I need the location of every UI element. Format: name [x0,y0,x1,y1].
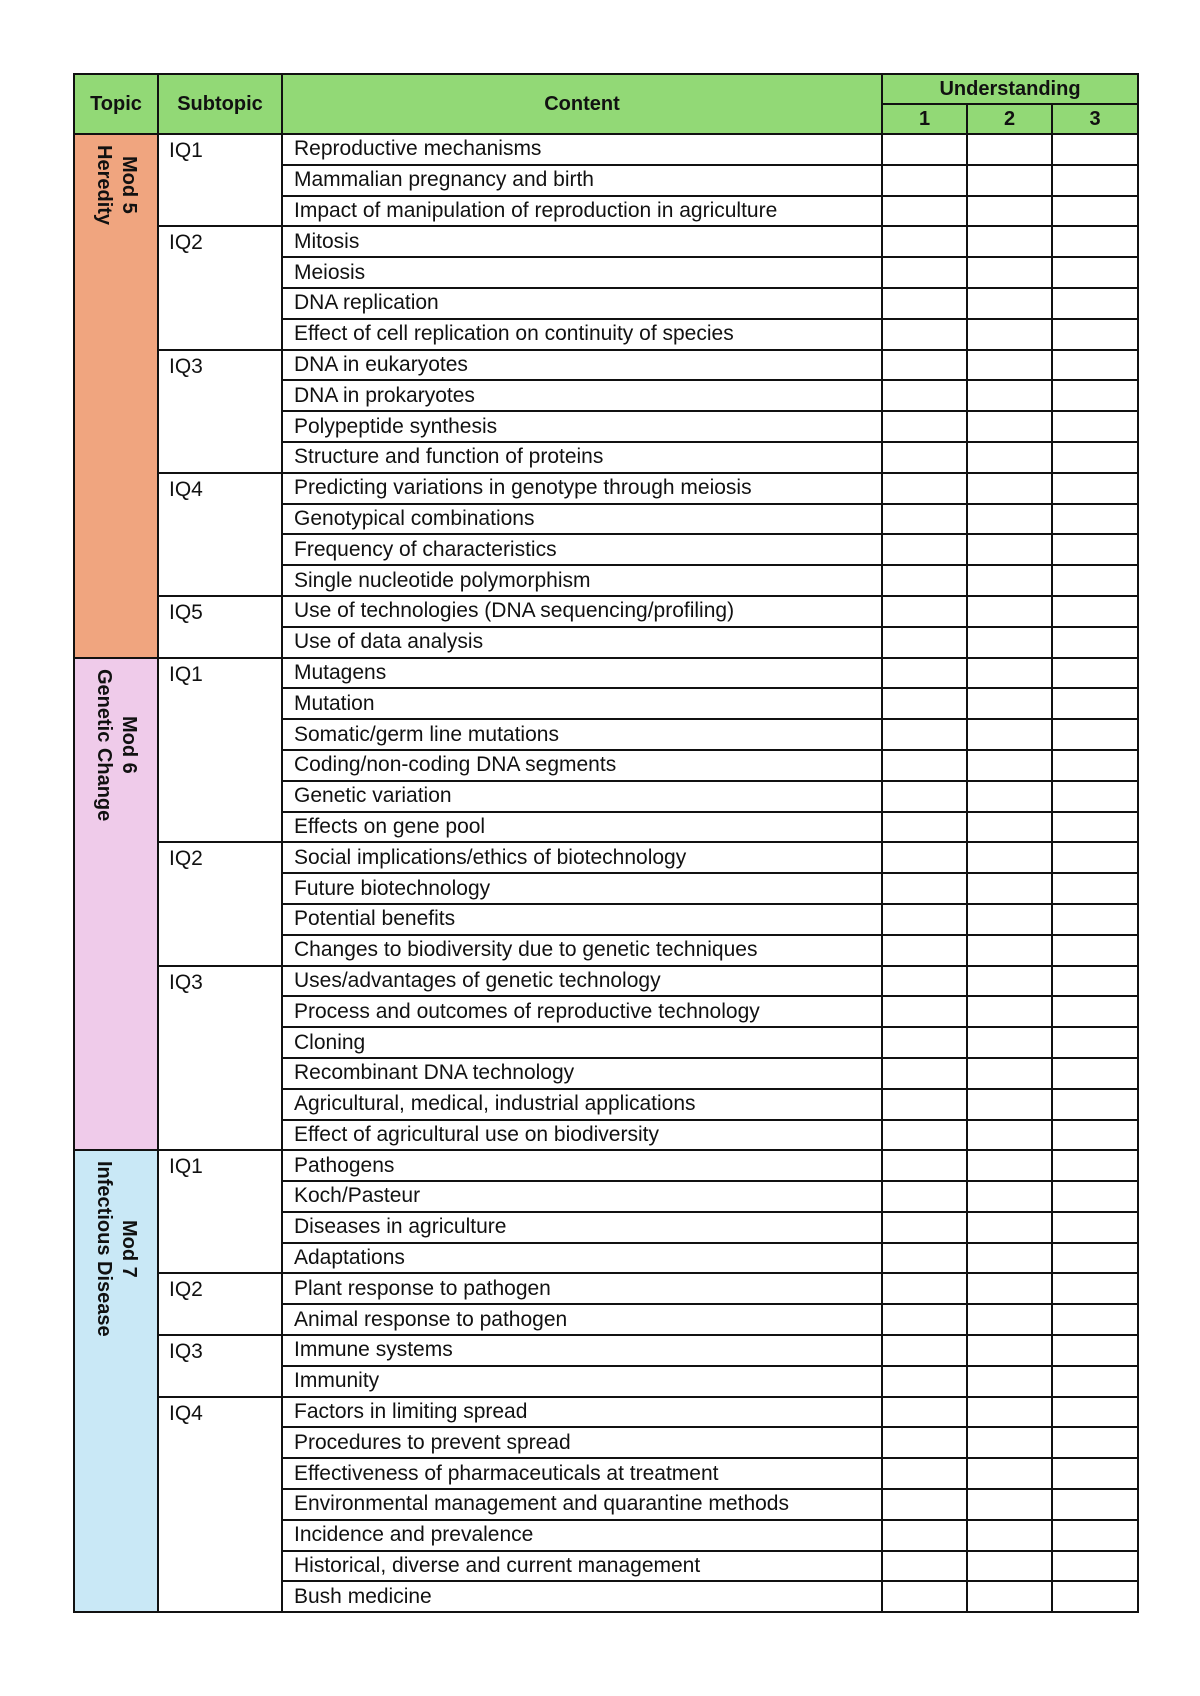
understanding-1-cell[interactable] [882,165,967,196]
content-cell: Effects on gene pool [282,812,882,843]
understanding-3-cell[interactable] [1052,966,1138,997]
understanding-2-cell[interactable] [967,226,1052,257]
module-name: Genetic Change [93,668,115,821]
topic-label [91,145,141,225]
content-cell: Adaptations [282,1243,882,1274]
understanding-2-cell[interactable] [967,504,1052,535]
content-cell: Bush medicine [282,1581,882,1612]
understanding-1-cell[interactable] [882,226,967,257]
understanding-1-cell[interactable] [882,411,967,442]
content-cell: Use of technologies (DNA sequencing/profiling) [282,596,882,627]
understanding-2-cell[interactable] [967,719,1052,750]
understanding-2-cell[interactable] [967,442,1052,473]
understanding-3-cell[interactable] [1052,1212,1138,1243]
understanding-1-cell[interactable] [882,1397,967,1428]
understanding-1-cell[interactable] [882,1243,967,1274]
table-row [74,842,1138,873]
understanding-2-cell[interactable] [967,1335,1052,1366]
understanding-2-cell[interactable] [967,319,1052,350]
content-cell: Coding/non-coding DNA segments [282,750,882,781]
understanding-3-cell[interactable] [1052,473,1138,504]
understanding-2-cell[interactable] [967,1212,1052,1243]
subtopic-cell: IQ2 [158,842,282,965]
understanding-3-cell[interactable] [1052,1243,1138,1274]
understanding-3-cell[interactable] [1052,996,1138,1027]
content-header: Content [282,74,882,134]
understanding-3-cell[interactable] [1052,134,1138,165]
understanding-1-cell[interactable] [882,380,967,411]
understanding-1-cell[interactable] [882,873,967,904]
table-row [74,350,1138,381]
understanding-2-cell[interactable] [967,873,1052,904]
understanding-2-cell[interactable] [967,812,1052,843]
understanding-2-cell[interactable] [967,1489,1052,1520]
understanding-2-cell[interactable] [967,1520,1052,1551]
understanding-2-cell[interactable] [967,1366,1052,1397]
content-cell: Use of data analysis [282,627,882,658]
understanding-1-cell[interactable] [882,257,967,288]
understanding-1-cell[interactable] [882,1058,967,1089]
understanding-2-cell[interactable] [967,1058,1052,1089]
table-row [74,966,1138,997]
content-cell: Cloning [282,1027,882,1058]
understanding-1-cell[interactable] [882,750,967,781]
content-cell: DNA replication [282,288,882,319]
understanding-1-cell[interactable] [882,596,967,627]
table-row [74,596,1138,627]
subtopic-cell: IQ4 [158,473,282,596]
content-cell: Mitosis [282,226,882,257]
subtopic-cell: IQ3 [158,1335,282,1397]
understanding-1-cell[interactable] [882,781,967,812]
understanding-1-cell[interactable] [882,1489,967,1520]
understanding-1-cell[interactable] [882,1335,967,1366]
understanding-3-cell[interactable] [1052,504,1138,535]
understanding-3-cell[interactable] [1052,688,1138,719]
content-cell: Predicting variations in genotype through meiosis [282,473,882,504]
understanding-2-cell[interactable] [967,565,1052,596]
understanding-2-cell[interactable] [967,534,1052,565]
understanding-2-cell[interactable] [967,1427,1052,1458]
content-cell: Environmental management and quarantine methods [282,1489,882,1520]
understanding-3-cell[interactable] [1052,1027,1138,1058]
content-cell: Immunity [282,1366,882,1397]
content-cell: Potential benefits [282,904,882,935]
understanding-2-cell[interactable] [967,1150,1052,1181]
understanding-3-cell[interactable] [1052,165,1138,196]
understanding-1-cell[interactable] [882,627,967,658]
understanding-2-cell[interactable] [967,134,1052,165]
understanding-1-cell[interactable] [882,1366,967,1397]
understanding-3-cell[interactable] [1052,1181,1138,1212]
understanding-1-cell[interactable] [882,196,967,227]
understanding-3-cell[interactable] [1052,1520,1138,1551]
understanding-2-cell[interactable] [967,165,1052,196]
module-title: Mod 6 [118,715,140,774]
understanding-3-cell[interactable] [1052,442,1138,473]
understanding-1-cell[interactable] [882,996,967,1027]
understanding-3-cell[interactable] [1052,1058,1138,1089]
understanding-2-cell[interactable] [967,781,1052,812]
understanding-3-cell[interactable] [1052,873,1138,904]
table-row [74,1150,1138,1181]
understanding-1-cell[interactable] [882,658,967,689]
content-cell: Uses/advantages of genetic technology [282,966,882,997]
module-name: Heredity [93,145,115,226]
understanding-3-cell[interactable] [1052,1427,1138,1458]
understanding-1-cell[interactable] [882,1551,967,1582]
understanding-3-cell[interactable] [1052,1458,1138,1489]
understanding-1-cell[interactable] [882,565,967,596]
subtopic-cell: IQ2 [158,226,282,349]
understanding-3-cell[interactable] [1052,719,1138,750]
understanding-2-cell[interactable] [967,196,1052,227]
understanding-1-cell[interactable] [882,1027,967,1058]
understanding-checklist [73,73,1137,1613]
understanding-1-cell[interactable] [882,504,967,535]
understanding-2-cell[interactable] [967,1458,1052,1489]
understanding-1-cell[interactable] [882,319,967,350]
content-cell: Future biotechnology [282,873,882,904]
topic-header: Topic [74,74,158,134]
understanding-3-cell[interactable] [1052,319,1138,350]
understanding-2-cell[interactable] [967,350,1052,381]
understanding-2-cell[interactable] [967,688,1052,719]
understanding-2-cell[interactable] [967,1181,1052,1212]
level-2-header: 2 [967,104,1052,134]
understanding-3-cell[interactable] [1052,1304,1138,1335]
understanding-1-cell[interactable] [882,534,967,565]
understanding-3-cell[interactable] [1052,904,1138,935]
subtopic-cell: IQ5 [158,596,282,658]
understanding-3-cell[interactable] [1052,411,1138,442]
understanding-1-cell[interactable] [882,1089,967,1120]
understanding-2-cell[interactable] [967,658,1052,689]
content-cell: Genotypical combinations [282,504,882,535]
understanding-1-cell[interactable] [882,842,967,873]
understanding-3-cell[interactable] [1052,812,1138,843]
understanding-3-cell[interactable] [1052,1120,1138,1151]
understanding-1-cell[interactable] [882,1150,967,1181]
understanding-2-cell[interactable] [967,596,1052,627]
understanding-2-cell[interactable] [967,1397,1052,1428]
understanding-2-cell[interactable] [967,1551,1052,1582]
content-cell: Mammalian pregnancy and birth [282,165,882,196]
understanding-2-cell[interactable] [967,1304,1052,1335]
topic-cell [74,658,158,1151]
content-cell: Single nucleotide polymorphism [282,565,882,596]
content-cell: Recombinant DNA technology [282,1058,882,1089]
understanding-1-cell[interactable] [882,1520,967,1551]
module-name: Infectious Disease [93,1161,115,1337]
understanding-3-cell[interactable] [1052,288,1138,319]
understanding-2-cell[interactable] [967,411,1052,442]
subtopic-cell: IQ3 [158,966,282,1151]
content-cell: Incidence and prevalence [282,1520,882,1551]
subtopic-header: Subtopic [158,74,282,134]
subtopic-cell: IQ3 [158,350,282,473]
table-row [74,473,1138,504]
table-row [74,226,1138,257]
understanding-3-cell[interactable] [1052,1335,1138,1366]
content-cell: Effect of cell replication on continuity of species [282,319,882,350]
understanding-1-cell[interactable] [882,473,967,504]
checklist-table [73,73,1139,1613]
understanding-2-cell[interactable] [967,1027,1052,1058]
understanding-1-cell[interactable] [882,812,967,843]
content-cell: Frequency of characteristics [282,534,882,565]
table-row [74,1273,1138,1304]
content-cell: Effectiveness of pharmaceuticals at treatment [282,1458,882,1489]
understanding-3-cell[interactable] [1052,1581,1138,1612]
content-cell: Procedures to prevent spread [282,1427,882,1458]
understanding-1-cell[interactable] [882,935,967,966]
content-cell: Mutation [282,688,882,719]
level-3-header: 3 [1052,104,1138,134]
content-cell: Process and outcomes of reproductive technology [282,996,882,1027]
understanding-2-cell[interactable] [967,1581,1052,1612]
understanding-3-cell[interactable] [1052,350,1138,381]
content-cell: DNA in eukaryotes [282,350,882,381]
understanding-2-cell[interactable] [967,966,1052,997]
table-row [74,1335,1138,1366]
content-cell: Agricultural, medical, industrial applications [282,1089,882,1120]
subtopic-cell: IQ2 [158,1273,282,1335]
content-cell: Effect of agricultural use on biodiversity [282,1120,882,1151]
topic-cell [74,134,158,658]
subtopic-cell: IQ4 [158,1397,282,1613]
understanding-3-cell[interactable] [1052,627,1138,658]
understanding-2-cell[interactable] [967,904,1052,935]
content-cell: Koch/Pasteur [282,1181,882,1212]
understanding-1-cell[interactable] [882,966,967,997]
understanding-3-cell[interactable] [1052,1150,1138,1181]
understanding-3-cell[interactable] [1052,935,1138,966]
understanding-2-cell[interactable] [967,935,1052,966]
topic-label [91,1161,141,1337]
understanding-2-cell[interactable] [967,996,1052,1027]
table-row [74,1397,1138,1428]
content-cell: Pathogens [282,1150,882,1181]
content-cell: Diseases in agriculture [282,1212,882,1243]
understanding-3-cell[interactable] [1052,1089,1138,1120]
understanding-1-cell[interactable] [882,688,967,719]
understanding-2-cell[interactable] [967,842,1052,873]
understanding-3-cell[interactable] [1052,842,1138,873]
topic-label [91,669,141,821]
content-cell: Animal response to pathogen [282,1304,882,1335]
content-cell: Structure and function of proteins [282,442,882,473]
content-cell: Polypeptide synthesis [282,411,882,442]
table-row [74,134,1138,165]
understanding-3-cell[interactable] [1052,750,1138,781]
content-cell: Historical, diverse and current management [282,1551,882,1582]
understanding-1-cell[interactable] [882,288,967,319]
understanding-2-cell[interactable] [967,1120,1052,1151]
content-cell: Mutagens [282,658,882,689]
understanding-1-cell[interactable] [882,1458,967,1489]
content-cell: Factors in limiting spread [282,1397,882,1428]
understanding-header: Understanding [882,74,1138,104]
subtopic-cell: IQ1 [158,134,282,226]
content-cell: Genetic variation [282,781,882,812]
subtopic-cell: IQ1 [158,1150,282,1273]
understanding-3-cell[interactable] [1052,1489,1138,1520]
understanding-1-cell[interactable] [882,442,967,473]
content-cell: Somatic/germ line mutations [282,719,882,750]
understanding-3-cell[interactable] [1052,380,1138,411]
content-cell: Reproductive mechanisms [282,134,882,165]
understanding-3-cell[interactable] [1052,196,1138,227]
understanding-1-cell[interactable] [882,719,967,750]
content-cell: Social implications/ethics of biotechnology [282,842,882,873]
module-title: Mod 7 [118,1220,140,1278]
understanding-2-cell[interactable] [967,380,1052,411]
understanding-3-cell[interactable] [1052,1551,1138,1582]
understanding-3-cell[interactable] [1052,257,1138,288]
checklist-body [74,134,1138,1612]
understanding-3-cell[interactable] [1052,226,1138,257]
understanding-3-cell[interactable] [1052,534,1138,565]
understanding-1-cell[interactable] [882,350,967,381]
understanding-2-cell[interactable] [967,1089,1052,1120]
understanding-1-cell[interactable] [882,904,967,935]
level-1-header: 1 [882,104,967,134]
content-cell: Changes to biodiversity due to genetic techniques [282,935,882,966]
understanding-3-cell[interactable] [1052,658,1138,689]
understanding-2-cell[interactable] [967,750,1052,781]
content-cell: Immune systems [282,1335,882,1366]
module-title: Mod 5 [118,156,140,214]
header-row [74,74,1138,104]
understanding-3-cell[interactable] [1052,781,1138,812]
understanding-2-cell[interactable] [967,627,1052,658]
content-cell: Impact of manipulation of reproduction in agriculture [282,196,882,227]
understanding-1-cell[interactable] [882,1273,967,1304]
understanding-2-cell[interactable] [967,1243,1052,1274]
understanding-1-cell[interactable] [882,1304,967,1335]
understanding-3-cell[interactable] [1052,1273,1138,1304]
understanding-1-cell[interactable] [882,134,967,165]
understanding-2-cell[interactable] [967,1273,1052,1304]
understanding-1-cell[interactable] [882,1120,967,1151]
understanding-1-cell[interactable] [882,1427,967,1458]
understanding-3-cell[interactable] [1052,1397,1138,1428]
understanding-3-cell[interactable] [1052,596,1138,627]
content-cell: Plant response to pathogen [282,1273,882,1304]
understanding-3-cell[interactable] [1052,565,1138,596]
content-cell: DNA in prokaryotes [282,380,882,411]
table-row [74,658,1138,689]
understanding-2-cell[interactable] [967,288,1052,319]
subtopic-cell: IQ1 [158,658,282,843]
understanding-1-cell[interactable] [882,1212,967,1243]
topic-cell [74,1150,158,1612]
understanding-2-cell[interactable] [967,473,1052,504]
understanding-1-cell[interactable] [882,1181,967,1212]
content-cell: Meiosis [282,257,882,288]
understanding-2-cell[interactable] [967,257,1052,288]
understanding-1-cell[interactable] [882,1581,967,1612]
understanding-3-cell[interactable] [1052,1366,1138,1397]
